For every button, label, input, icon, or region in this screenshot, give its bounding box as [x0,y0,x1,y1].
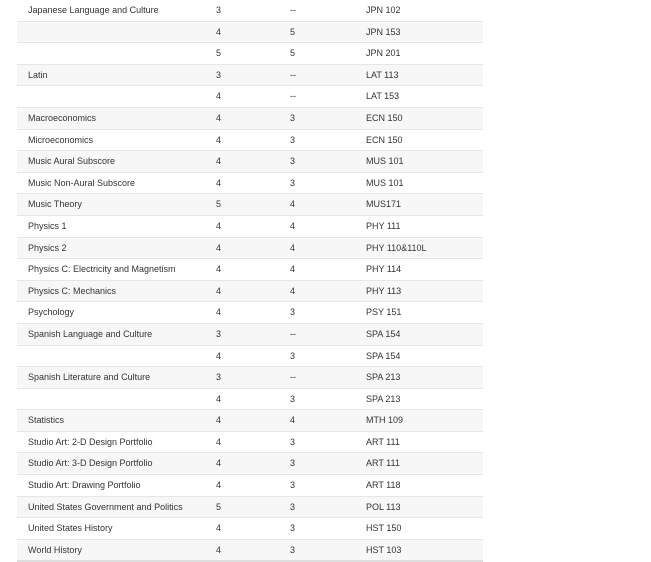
credits-value: 3 [290,544,296,555]
table-row [17,367,483,389]
score-value: 3 [216,69,222,80]
subject-cell: Studio Art: 2-D Design Portfolio [17,431,214,453]
score-value: 4 [216,242,222,253]
course-cell: LAT 113 [355,64,483,86]
credits-cell [289,194,355,216]
score-cell [214,323,289,345]
score-value: 4 [216,220,222,231]
credits-value: 3 [290,501,296,512]
score-cell [214,367,289,389]
course-cell: MUS171 [355,194,483,216]
score-value: 5 [216,501,222,512]
subject-cell: Macroeconomics [17,107,214,129]
credits-cell [289,172,355,194]
credits-cell [289,280,355,302]
subject-cell [17,86,214,108]
course-cell: SPA 213 [355,388,483,410]
score-value: 4 [216,91,222,102]
table-row [17,194,483,216]
course-cell: LAT 153 [355,86,483,108]
credits-value: 3 [290,458,296,469]
credits-cell [289,388,355,410]
credits-value: 3 [290,480,296,491]
credits-value: 3 [290,307,296,318]
table-row [17,107,483,129]
credits-value: -- [290,5,296,15]
subject-cell: Studio Art: 3-D Design Portfolio [17,453,214,475]
score-cell [214,215,289,237]
course-cell: SPA 154 [355,323,483,345]
course-cell: MUS 101 [355,151,483,173]
score-value: 4 [216,264,222,275]
table-row [17,496,483,518]
score-cell [214,107,289,129]
score-value: 4 [216,285,222,296]
course-cell: ART 111 [355,431,483,453]
course-cell: ECN 150 [355,107,483,129]
subject-cell [17,345,214,367]
credits-cell [289,345,355,367]
credits-cell [289,475,355,497]
course-cell: PHY 110&110L [355,237,483,259]
course-cell: PHY 111 [355,215,483,237]
credits-cell [289,431,355,453]
subject-cell [17,388,214,410]
subject-cell: Latin [17,64,214,86]
credits-cell [289,215,355,237]
course-cell: ECN 150 [355,129,483,151]
subject-cell: Japanese Language and Culture [17,0,214,21]
credits-cell [289,410,355,432]
credits-value: 5 [290,26,296,37]
credits-value: 4 [290,220,296,231]
score-cell [214,302,289,324]
course-cell: HST 103 [355,539,483,561]
score-cell [214,388,289,410]
credits-cell [289,86,355,108]
credits-cell [289,0,355,21]
credits-value: 5 [290,48,296,59]
table-row [17,172,483,194]
score-cell [214,86,289,108]
score-cell [214,129,289,151]
ap-credit-table [17,0,483,562]
score-cell [214,259,289,281]
subject-cell: Physics 1 [17,215,214,237]
table-body [17,0,483,561]
table-row [17,280,483,302]
score-cell [214,410,289,432]
score-cell [214,431,289,453]
course-cell: PSY 151 [355,302,483,324]
ap-credit-table-wrapper [17,0,483,562]
score-cell [214,539,289,561]
score-cell [214,151,289,173]
credits-value: -- [290,372,296,383]
subject-cell: Microeconomics [17,129,214,151]
credits-value: 4 [290,285,296,296]
course-cell: ART 118 [355,475,483,497]
credits-cell [289,21,355,43]
score-value: 3 [216,5,222,15]
credits-value: 4 [290,415,296,426]
subject-cell: Spanish Literature and Culture [17,367,214,389]
course-cell: ART 111 [355,453,483,475]
table-row [17,345,483,367]
score-value: 4 [216,523,222,534]
subject-cell: Physics 2 [17,237,214,259]
score-cell [214,64,289,86]
score-cell [214,43,289,65]
table-row [17,539,483,561]
score-value: 4 [216,480,222,491]
score-cell [214,0,289,21]
credits-value: 3 [290,112,296,123]
credits-cell [289,539,355,561]
credits-cell [289,43,355,65]
score-cell [214,194,289,216]
score-cell [214,280,289,302]
table-row [17,215,483,237]
credits-cell [289,323,355,345]
credits-value: 3 [290,523,296,534]
table-row [17,259,483,281]
table-row [17,388,483,410]
course-cell: JPN 153 [355,21,483,43]
credits-cell [289,367,355,389]
score-value: 4 [216,544,222,555]
credits-value: 3 [290,156,296,167]
credits-cell [289,518,355,540]
credits-cell [289,496,355,518]
table-row [17,0,483,21]
score-value: 3 [216,328,222,339]
score-cell [214,518,289,540]
score-value: 4 [216,350,222,361]
subject-cell: Music Theory [17,194,214,216]
credits-value: 3 [290,350,296,361]
subject-cell: Studio Art: Drawing Portfolio [17,475,214,497]
subject-cell: Physics C: Mechanics [17,280,214,302]
subject-cell [17,21,214,43]
table-row [17,151,483,173]
credits-cell [289,259,355,281]
subject-cell: Psychology [17,302,214,324]
subject-cell: United States History [17,518,214,540]
course-cell: JPN 102 [355,0,483,21]
course-cell: JPN 201 [355,43,483,65]
score-value: 4 [216,458,222,469]
credits-cell [289,64,355,86]
credits-value: -- [290,69,296,80]
course-cell: MTH 109 [355,410,483,432]
table-row [17,410,483,432]
credits-cell [289,129,355,151]
table-row [17,518,483,540]
credits-value: -- [290,91,296,102]
table-row [17,64,483,86]
score-value: 5 [216,199,222,210]
subject-cell: Music Non-Aural Subscore [17,172,214,194]
credits-value: 4 [290,264,296,275]
course-cell: SPA 154 [355,345,483,367]
score-value: 4 [216,156,222,167]
subject-cell: United States Government and Politics [17,496,214,518]
table-row [17,302,483,324]
table-row [17,323,483,345]
score-cell [214,496,289,518]
credits-value: 4 [290,199,296,210]
credits-value: -- [290,328,296,339]
subject-cell: Statistics [17,410,214,432]
credits-value: 3 [290,393,296,404]
score-value: 4 [216,436,222,447]
score-value: 4 [216,393,222,404]
table-row [17,431,483,453]
subject-cell: World History [17,539,214,561]
credits-cell [289,151,355,173]
score-value: 3 [216,372,222,383]
score-cell [214,453,289,475]
score-value: 5 [216,48,222,59]
course-cell: PHY 114 [355,259,483,281]
table-row [17,86,483,108]
score-cell [214,172,289,194]
credits-cell [289,302,355,324]
table-row [17,475,483,497]
table-row [17,21,483,43]
score-value: 4 [216,112,222,123]
course-cell: POL 113 [355,496,483,518]
subject-cell: Spanish Language and Culture [17,323,214,345]
course-cell: HST 150 [355,518,483,540]
subject-cell: Physics C: Electricity and Magnetism [17,259,214,281]
table-row [17,43,483,65]
score-cell [214,475,289,497]
credits-cell [289,453,355,475]
table-row [17,129,483,151]
score-value: 4 [216,177,222,188]
credits-value: 3 [290,134,296,145]
table-row [17,237,483,259]
credits-cell [289,107,355,129]
score-cell [214,21,289,43]
course-cell: PHY 113 [355,280,483,302]
credits-value: 3 [290,436,296,447]
course-cell: MUS 101 [355,172,483,194]
table-row [17,453,483,475]
credits-value: 4 [290,242,296,253]
credits-cell [289,237,355,259]
subject-cell [17,43,214,65]
score-value: 4 [216,134,222,145]
score-value: 4 [216,415,222,426]
credits-value: 3 [290,177,296,188]
score-value: 4 [216,307,222,318]
score-value: 4 [216,26,222,37]
score-cell [214,345,289,367]
score-cell [214,237,289,259]
course-cell: SPA 213 [355,367,483,389]
subject-cell: Music Aural Subscore [17,151,214,173]
